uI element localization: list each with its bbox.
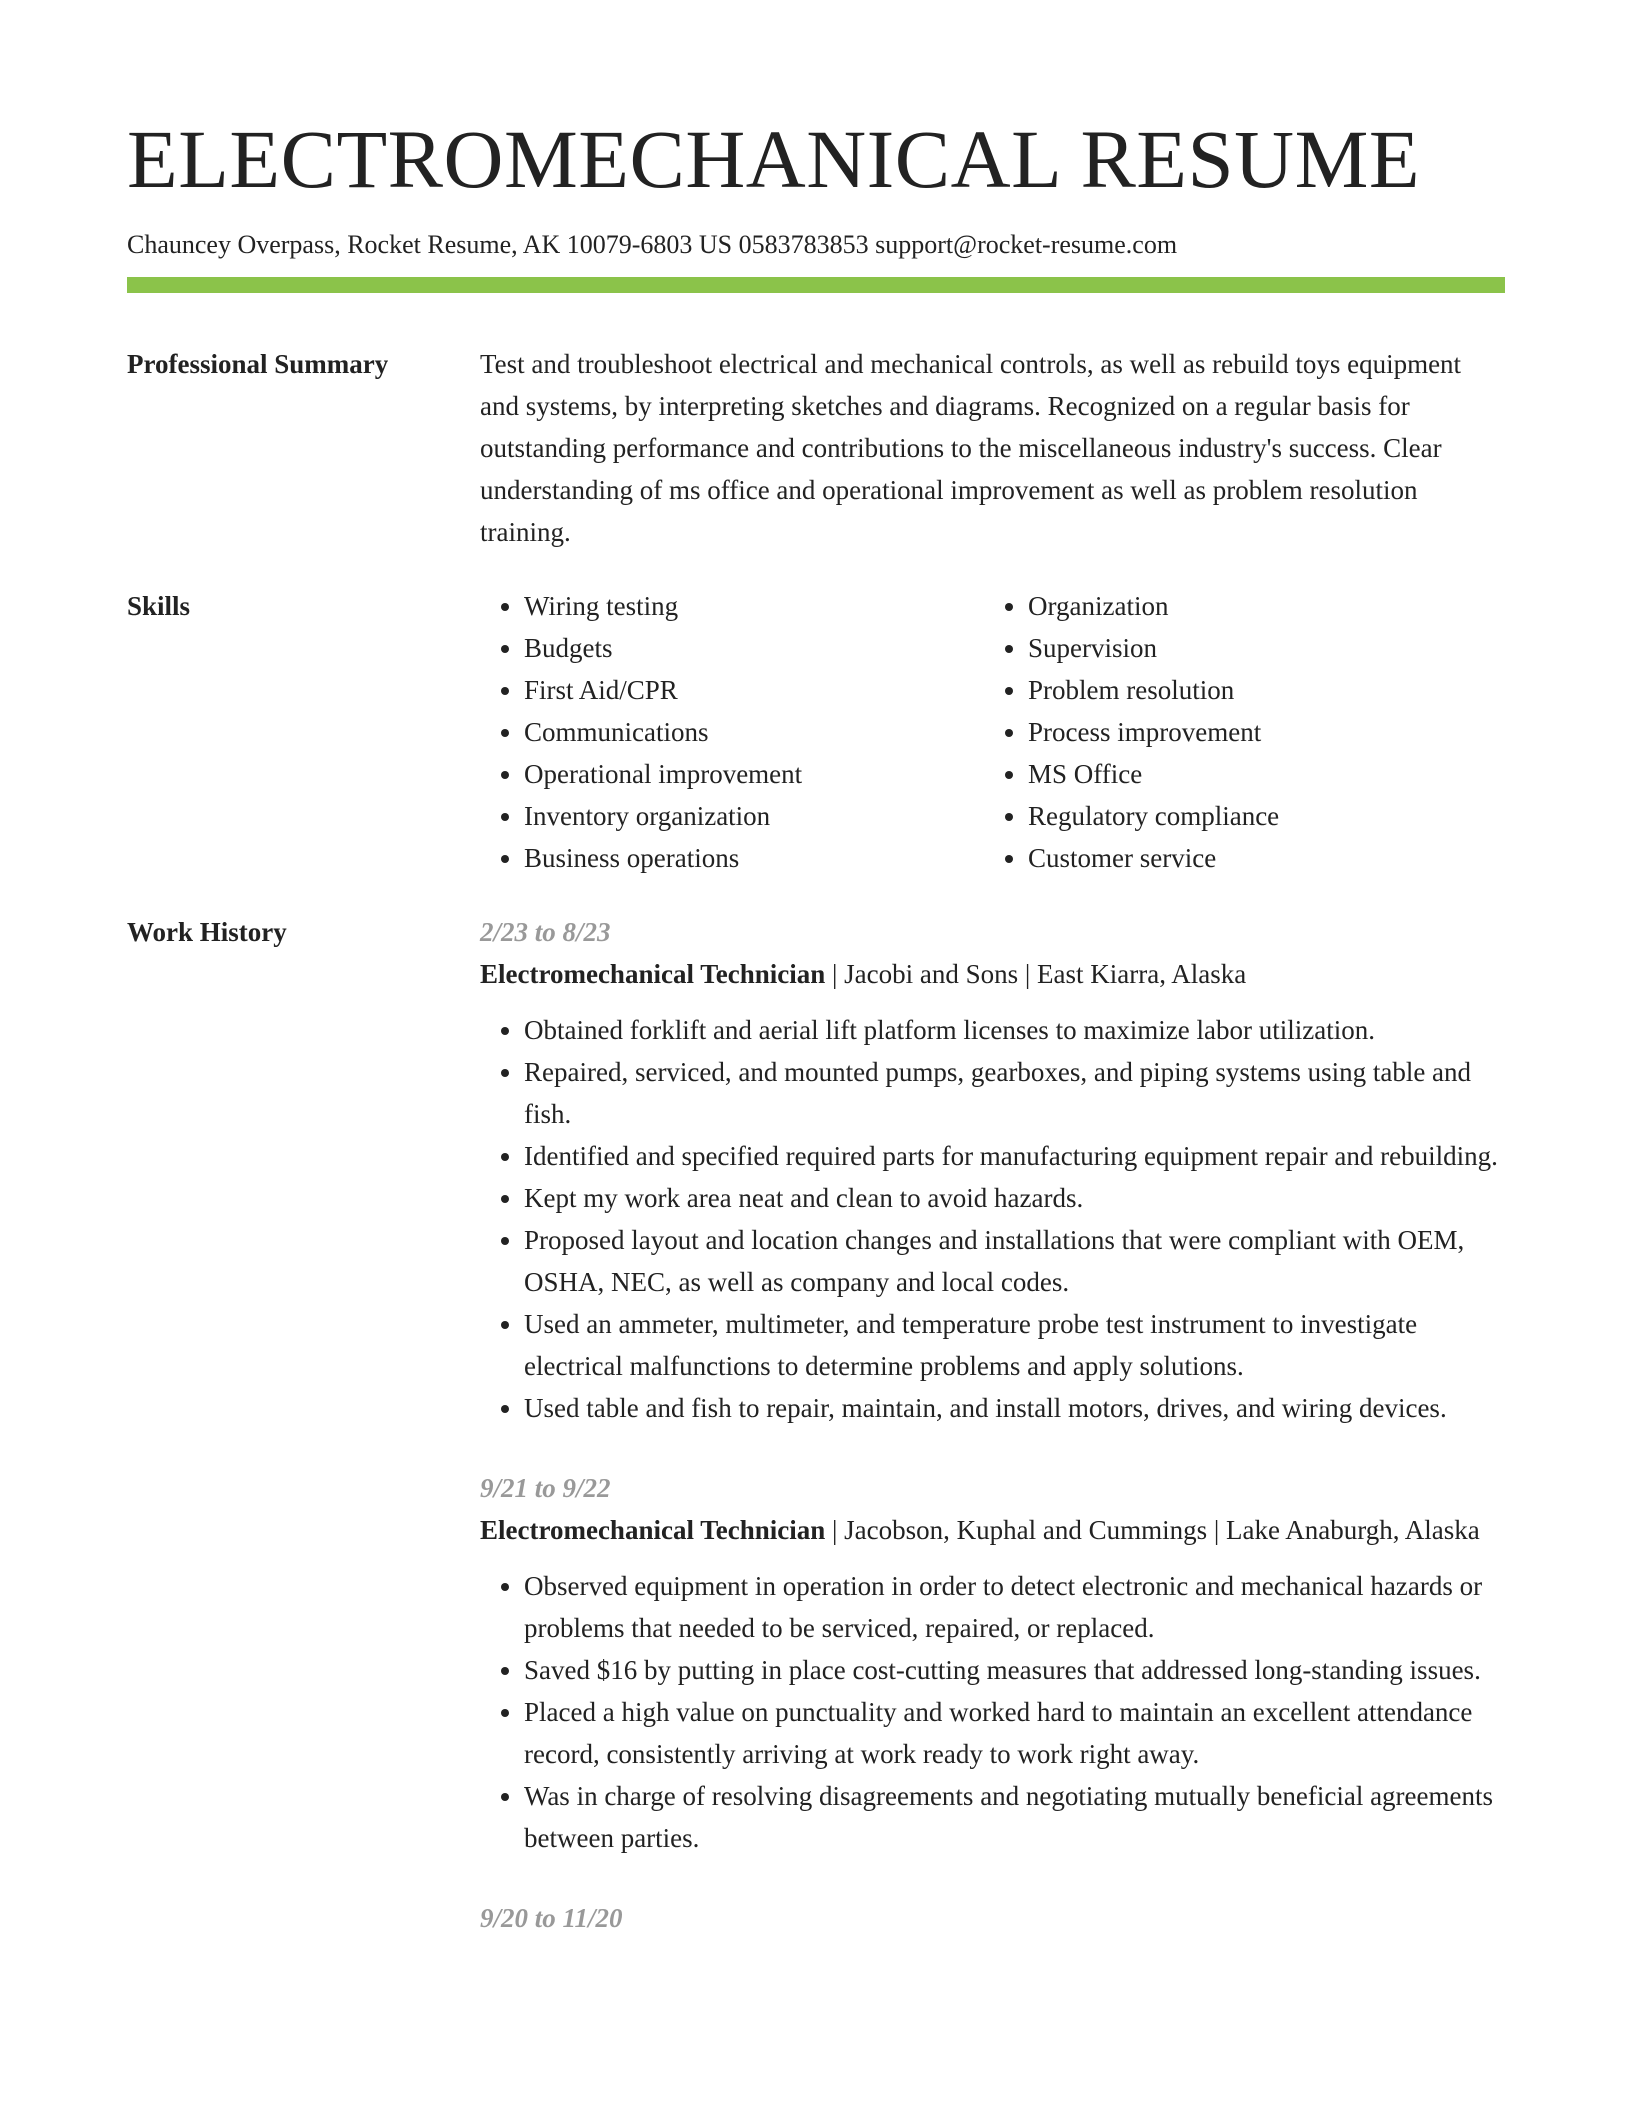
job-bullet: • Identified and specified required parts for manufacturing equipment repair and rebuilding. bbox=[524, 1135, 1505, 1177]
job-bullet: • Repaired, serviced, and mounted pumps, gearboxes, and piping systems using table and fish. bbox=[524, 1051, 1505, 1135]
work-history-section bbox=[127, 911, 1505, 1977]
skill-item: • Customer service bbox=[1028, 837, 1279, 879]
job-bullet: • Saved $16 by putting in place cost-cutting measures that addressed long-standing issues. bbox=[524, 1649, 1505, 1691]
resume-title: ELECTROMECHANICAL RESUME bbox=[127, 113, 1421, 205]
job-dates: 9/20 to 11/20 bbox=[480, 1903, 623, 1933]
job-bullet: • Used table and fish to repair, maintain, and install motors, drives, and wiring devices. bbox=[524, 1387, 1505, 1429]
summary-text: Test and troubleshoot electrical and mechanical controls, as well as rebuild toys equipment and systems, by interpreting sketches and diagrams. Recognized on a regular basis for outstanding performance and contributions to the miscellaneous industry's success. Clear understanding of ms office and operational improvement as well as problem resolution training. bbox=[480, 349, 1462, 547]
section-title-skills: Skills bbox=[127, 591, 191, 621]
job-bullet: • Was in charge of resolving disagreements and negotiating mutually beneficial agreements between parties. bbox=[524, 1775, 1505, 1859]
skills-section bbox=[127, 585, 1505, 879]
job-bullet: • Obtained forklift and aerial lift platform licenses to maximize labor utilization. bbox=[524, 1009, 1505, 1051]
job-dates: 9/21 to 9/22 bbox=[480, 1473, 611, 1503]
skill-item: • Inventory organization bbox=[524, 795, 984, 837]
skill-item: • Business operations bbox=[524, 837, 984, 879]
job-entry bbox=[480, 1467, 1505, 1859]
job-details: | Jacobi and Sons | East Kiarra, Alaska bbox=[825, 959, 1247, 989]
skill-item: • First Aid/CPR bbox=[524, 669, 984, 711]
job-bullets bbox=[480, 1009, 1505, 1429]
professional-summary-section bbox=[127, 343, 1505, 553]
contact-line: Chauncey Overpass, Rocket Resume, AK 10079-6803 US 0583783853 support@rocket-resume.com bbox=[127, 230, 1178, 259]
job-entry bbox=[480, 1897, 1505, 1939]
job-heading bbox=[480, 1509, 1505, 1551]
accent-divider bbox=[127, 277, 1505, 293]
summary-body bbox=[480, 343, 1505, 553]
job-bullet: • Kept my work area neat and clean to avoid hazards. bbox=[524, 1177, 1505, 1219]
skill-item: • Organization bbox=[1028, 585, 1279, 627]
job-bullets bbox=[480, 1565, 1505, 1859]
job-title: Electromechanical Technician bbox=[480, 1515, 826, 1545]
skill-item: • Operational improvement bbox=[524, 753, 984, 795]
job-bullet: • Proposed layout and location changes and installations that were compliant with OEM, OSHA, NEC, as well as company and local codes. bbox=[524, 1219, 1505, 1303]
skill-item: • Wiring testing bbox=[524, 585, 984, 627]
job-entry bbox=[480, 911, 1505, 1429]
skill-item: • Communications bbox=[524, 711, 984, 753]
skills-body bbox=[480, 585, 1505, 879]
job-dates: 2/23 to 8/23 bbox=[480, 917, 611, 947]
work-body bbox=[480, 911, 1505, 1977]
job-details: | Jacobson, Kuphal and Cummings | Lake Anaburgh, Alaska bbox=[825, 1515, 1480, 1545]
section-title-work: Work History bbox=[127, 917, 287, 947]
job-heading bbox=[480, 953, 1505, 995]
section-title-summary: Professional Summary bbox=[127, 349, 389, 379]
skill-item: • MS Office bbox=[1028, 753, 1279, 795]
skill-item: • Process improvement bbox=[1028, 711, 1279, 753]
skill-item: • Regulatory compliance bbox=[1028, 795, 1279, 837]
skill-item: • Budgets bbox=[524, 627, 984, 669]
skill-item: • Problem resolution bbox=[1028, 669, 1279, 711]
job-bullet: • Used an ammeter, multimeter, and temperature probe test instrument to investigate electrical malfunctions to determine problems and apply solutions. bbox=[524, 1303, 1505, 1387]
job-bullet: • Observed equipment in operation in order to detect electronic and mechanical hazards or problems that needed to be serviced, repaired, or replaced. bbox=[524, 1565, 1505, 1649]
job-title: Electromechanical Technician bbox=[480, 959, 826, 989]
skills-list-left bbox=[480, 585, 984, 879]
job-bullet: • Placed a high value on punctuality and worked hard to maintain an excellent attendance record, consistently arriving at work ready to work right away. bbox=[524, 1691, 1505, 1775]
skill-item: • Supervision bbox=[1028, 627, 1279, 669]
skills-list-right bbox=[984, 585, 1279, 879]
